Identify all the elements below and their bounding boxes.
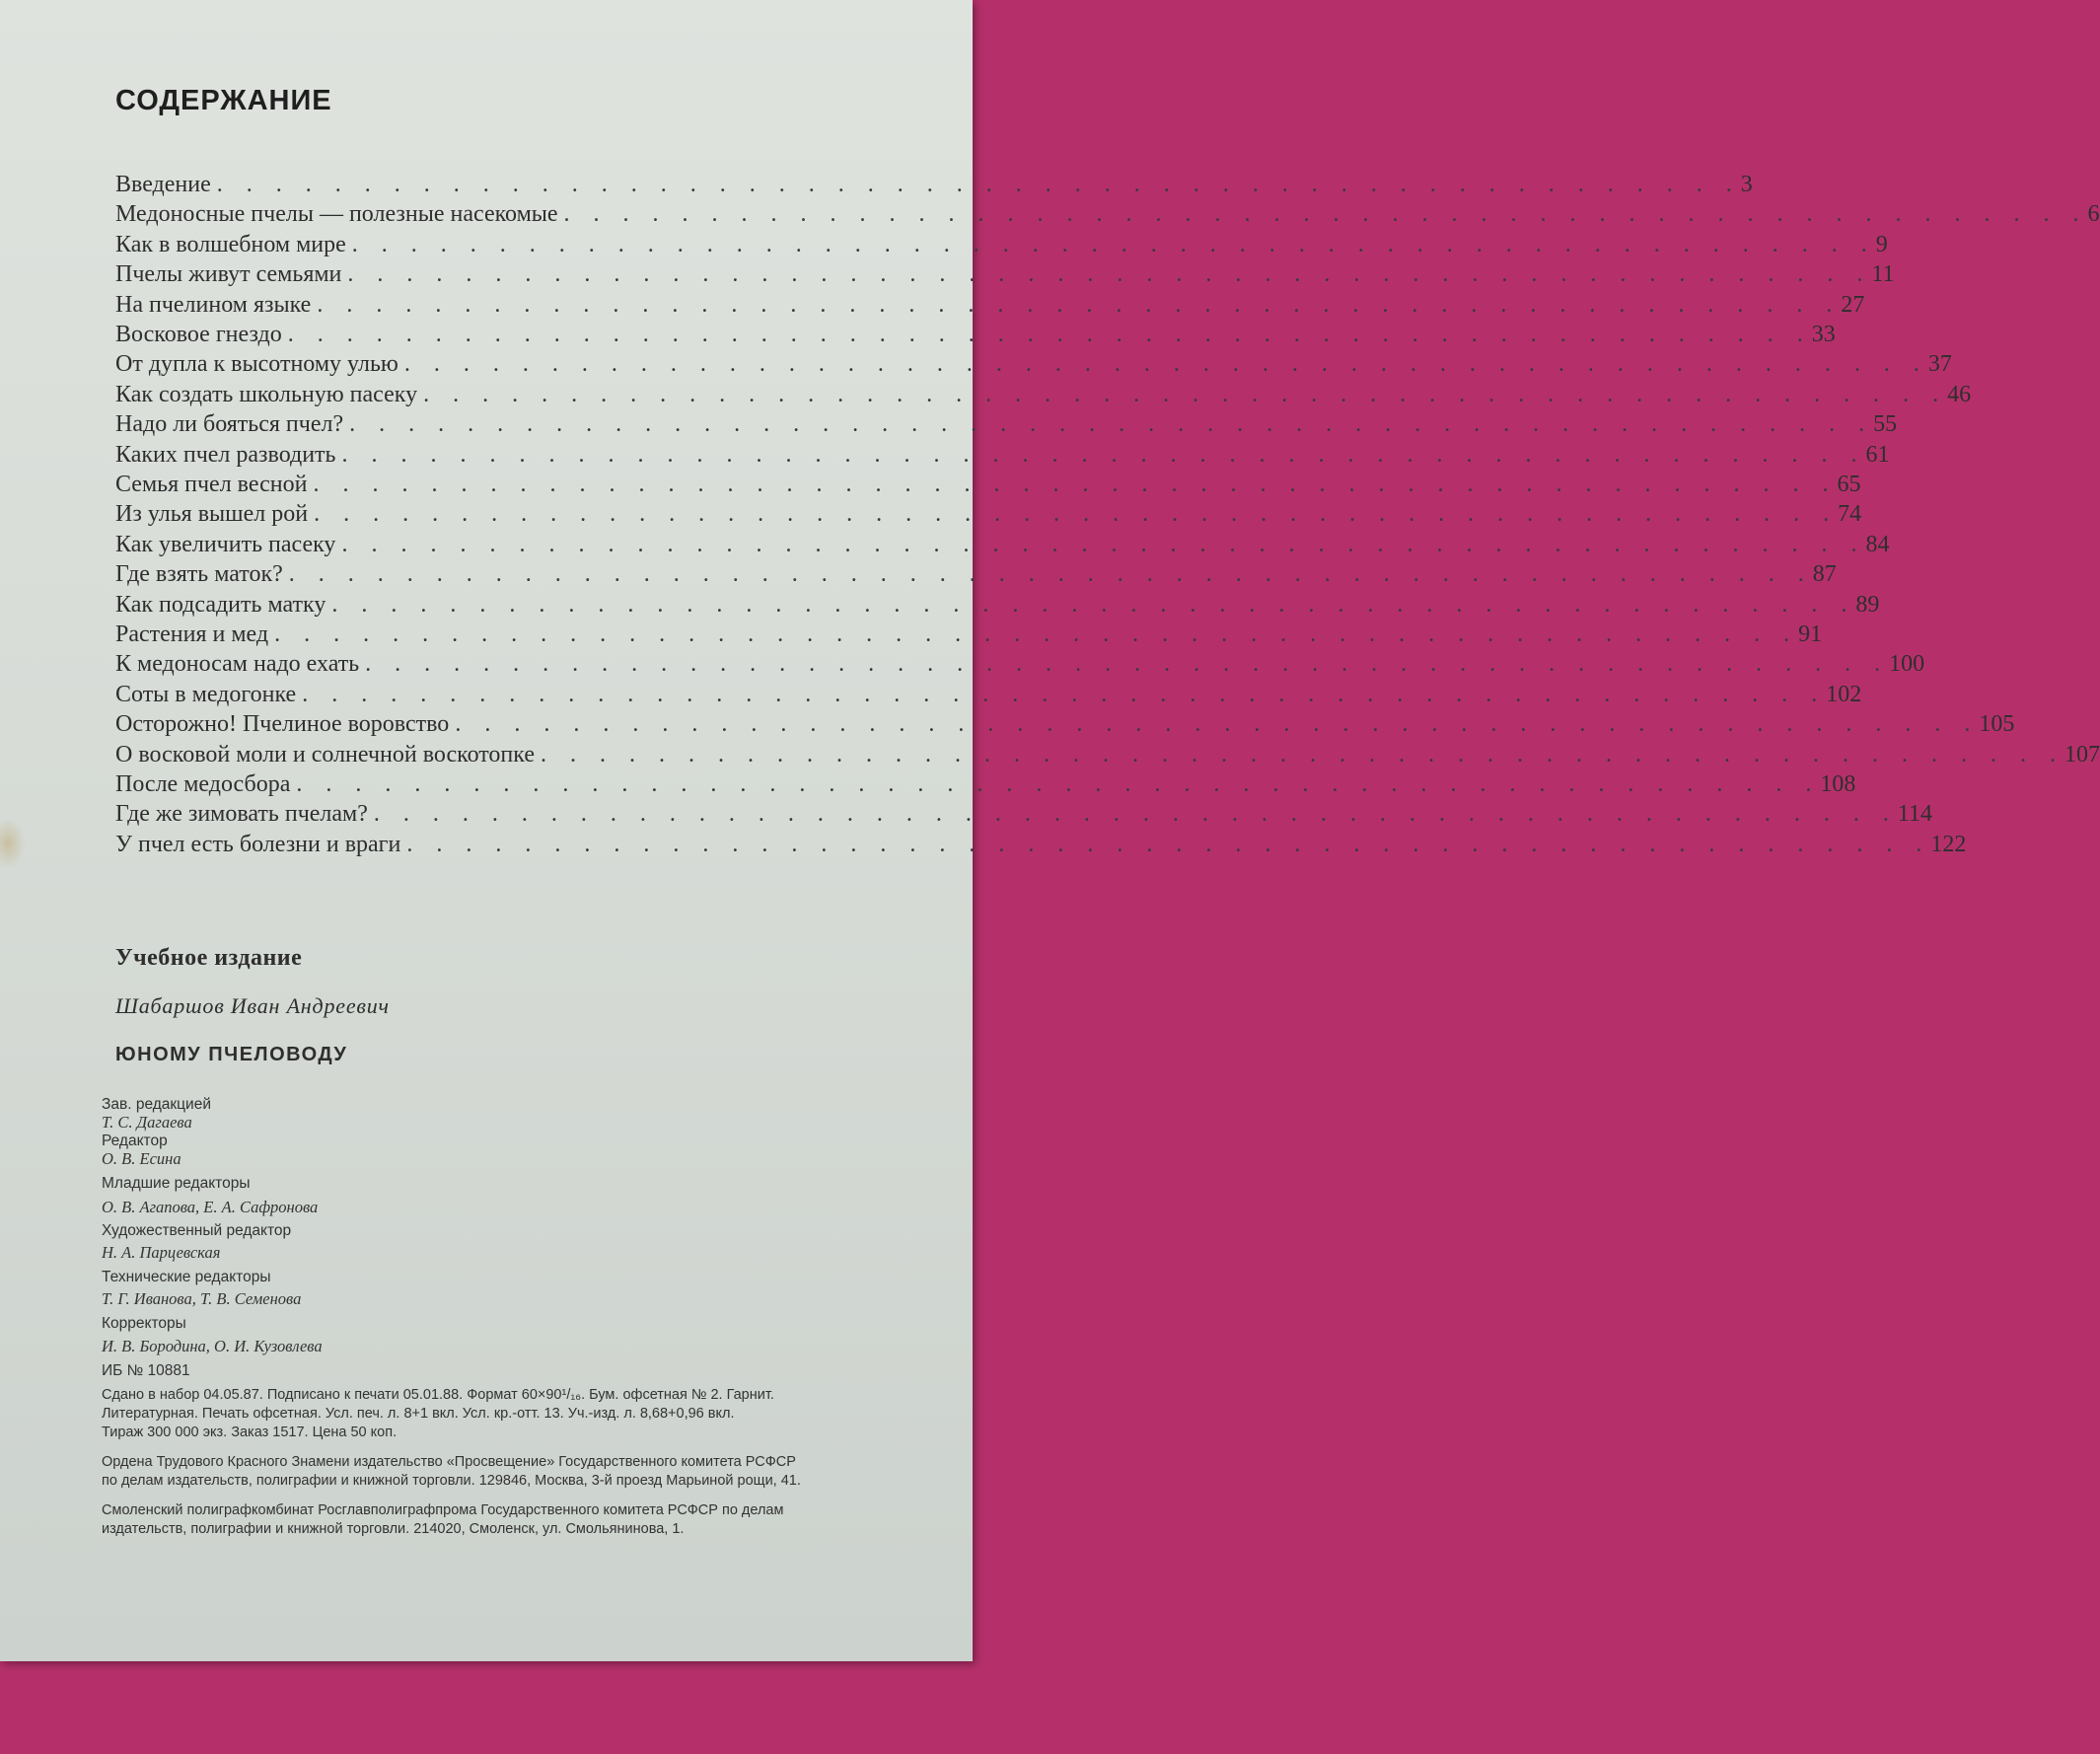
imprint-line-2: Литературная. Печать офсетная. Усл. печ. л. 8+1 вкл. Усл. кр.-отт. 13. Уч.-изд. л. 8,68+0,96 вкл.: [102, 1406, 735, 1422]
toc-leader-dots: . . . . . . . . . . . . . . . . . . . . . . . . . . . . . . . . . . . . . . . . . . . . . . . . . . . .: [341, 531, 1866, 557]
page-stain: [0, 819, 26, 868]
toc-entry: [115, 769, 1856, 799]
toc-entry-page: 122: [1930, 831, 1967, 857]
toc-entry: [115, 620, 1823, 649]
toc-entry-title: Как увеличить пасеку: [115, 531, 336, 557]
toc-entry-page: 27: [1841, 291, 1865, 318]
toc-entry: [115, 799, 1932, 829]
toc-entry-title: Соты в медогонке: [115, 681, 297, 707]
toc-entry: [115, 409, 1898, 439]
imprint-line-1: Сдано в набор 04.05.87. Подписано к печати 05.01.88. Формат 60×90¹/₁₆. Бум. офсетная № 2. Гарнит.: [102, 1387, 774, 1403]
author-name: Шабаршов Иван Андреевич: [115, 993, 390, 1018]
toc-entry-page: 3: [1740, 172, 1753, 197]
toc-entry: [115, 290, 1865, 320]
edition-type: Учебное издание: [115, 945, 303, 971]
toc-entry-title: Растения и мед: [115, 621, 269, 647]
toc-entry: [115, 349, 1952, 379]
toc-entry: [115, 199, 2100, 229]
printer-line-1: Смоленский полиграфкомбинат Росглавполиграфпрома Государственного комитета РСФСР по делам: [102, 1502, 784, 1518]
toc-entry-title: Медоносные пчелы — полезные насекомые: [115, 201, 558, 228]
toc-leader-dots: . . . . . . . . . . . . . . . . . . . . . . . . . . . . . . . . . . . . . . . . . . . . . . . . . . . .: [287, 322, 1812, 347]
chief-editor-name: Т. С. Дагаева: [102, 1113, 192, 1132]
tech-editors-names: Т. Г. Иванова, Т. В. Семенова: [102, 1289, 302, 1308]
toc-entry-page: 11: [1871, 261, 1895, 288]
toc-leader-dots: . . . . . . . . . . . . . . . . . . . . . . . . . . . . . . . . . . . . . . . . . . . . . . . . . . . .: [347, 261, 1872, 288]
toc-entry-title: Где же зимовать пчелам?: [115, 801, 368, 828]
toc-leader-dots: . . . . . . . . . . . . . . . . . . . . . . . . . . . . . . . . . . . . . . . . . . . . . . . . . . . .: [302, 681, 1827, 707]
toc-entry-page: 65: [1837, 472, 1861, 497]
contents-heading: СОДЕРЖАНИЕ: [115, 85, 332, 116]
toc-entry-title: Как в волшебном мире: [115, 231, 346, 257]
toc-entry: [115, 680, 1862, 709]
toc-entry-title: Где взять маток?: [115, 561, 283, 588]
toc-entry-page: 107: [2064, 741, 2100, 767]
toc-entry-title: Семья пчел весной: [115, 472, 308, 497]
toc-leader-dots: . . . . . . . . . . . . . . . . . . . . . . . . . . . . . . . . . . . . . . . . . . . . . . . . . . . .: [403, 351, 1928, 378]
toc-leader-dots: . . . . . . . . . . . . . . . . . . . . . . . . . . . . . . . . . . . . . . . . . . . . . . . . . . . .: [406, 831, 1931, 857]
toc-leader-dots: . . . . . . . . . . . . . . . . . . . . . . . . . . . . . . . . . . . . . . . . . . . . . . . . . . . .: [274, 621, 1799, 647]
toc-leader-dots: . . . . . . . . . . . . . . . . . . . . . . . . . . . . . . . . . . . . . . . . . . . . . . . . . . . .: [540, 741, 2064, 767]
junior-editors-names: О. В. Агапова, Е. А. Сафронова: [102, 1198, 319, 1216]
toc-entry-title: Надо ли бояться пчел?: [115, 411, 344, 438]
printer-line-2: издательств, полиграфии и книжной торговли. 214020, Смоленск, ул. Смольянинова, 1.: [102, 1521, 685, 1537]
toc-entry-page: 102: [1826, 681, 1862, 707]
toc-entry-page: 6: [2087, 201, 2100, 228]
toc-entry-page: 33: [1811, 322, 1836, 347]
imprint-line-3: Тираж 300 000 экз. Заказ 1517. Цена 50 коп.: [102, 1425, 398, 1440]
toc-entry: [115, 649, 1925, 679]
toc-leader-dots: . . . . . . . . . . . . . . . . . . . . . . . . . . . . . . . . . . . . . . . . . . . . . . . . . . . .: [351, 231, 1876, 257]
toc-leader-dots: . . . . . . . . . . . . . . . . . . . . . . . . . . . . . . . . . . . . . . . . . . . . . . . . . . . .: [288, 561, 1813, 588]
toc-entry-title: Пчелы живут семьями: [115, 261, 342, 288]
toc-entry-page: 61: [1865, 441, 1890, 468]
editor-name: О. В. Есина: [102, 1149, 181, 1168]
toc-entry-title: Из улья вышел рой: [115, 501, 309, 528]
toc-leader-dots: . . . . . . . . . . . . . . . . . . . . . . . . . . . . . . . . . . . . . . . . . . . . . . . . . . . .: [563, 201, 2088, 228]
toc-leader-dots: . . . . . . . . . . . . . . . . . . . . . . . . . . . . . . . . . . . . . . . . . . . . . . . . . . . .: [423, 381, 1948, 407]
toc-entry-title: У пчел есть болезни и враги: [115, 831, 401, 857]
toc-entry-page: 105: [1979, 711, 2015, 738]
toc-leader-dots: . . . . . . . . . . . . . . . . . . . . . . . . . . . . . . . . . . . . . . . . . . . . . . . . . . . .: [331, 591, 1856, 618]
toc-entry-title: Каких пчел разводить: [115, 441, 336, 468]
toc-entry-title: Как подсадить матку: [115, 591, 326, 618]
toc-entry: [115, 320, 1836, 349]
toc-leader-dots: . . . . . . . . . . . . . . . . . . . . . . . . . . . . . . . . . . . . . . . . . . . . . . . . . . . .: [341, 441, 1866, 468]
toc-entry-title: К медоносам надо ехать: [115, 651, 360, 678]
toc-entry-page: 84: [1865, 531, 1890, 557]
toc-entry-page: 46: [1947, 381, 1972, 407]
toc-entry: [115, 530, 1890, 559]
toc-entry: [115, 259, 1895, 289]
publisher-line-2: по делам издательств, полиграфии и книжной торговли. 129846, Москва, 3-й проезд Марьиной рощи, 41.: [102, 1473, 801, 1489]
toc-entry-page: 74: [1838, 501, 1862, 528]
toc-entry-page: 9: [1875, 231, 1888, 257]
toc-entry-page: 100: [1889, 651, 1925, 678]
toc-entry: [115, 440, 1890, 470]
tech-editors-label: Технические редакторы: [102, 1269, 271, 1285]
editor-label: Редактор: [102, 1133, 168, 1149]
chief-editor-label: Зав. редакцией: [102, 1096, 211, 1113]
toc-leader-dots: . . . . . . . . . . . . . . . . . . . . . . . . . . . . . . . . . . . . . . . . . . . . . . . . . . . .: [313, 472, 1838, 497]
toc-entry-page: 89: [1855, 591, 1880, 618]
toc-entry-title: Введение: [115, 172, 211, 197]
art-editor-label: Художественный редактор: [102, 1222, 292, 1239]
junior-editors-label: Младшие редакторы: [102, 1175, 251, 1192]
toc-leader-dots: . . . . . . . . . . . . . . . . . . . . . . . . . . . . . . . . . . . . . . . . . . . . . . . . . . . .: [314, 501, 1839, 528]
ib-number: ИБ № 10881: [102, 1362, 190, 1379]
toc-entry-title: Осторожно! Пчелиное воровство: [115, 711, 450, 738]
toc-leader-dots: . . . . . . . . . . . . . . . . . . . . . . . . . . . . . . . . . . . . . . . . . . . . . . . . . . . .: [317, 291, 1842, 318]
toc-leader-dots: . . . . . . . . . . . . . . . . . . . . . . . . . . . . . . . . . . . . . . . . . . . . . . . . . . . .: [216, 172, 1741, 197]
publisher-line-1: Ордена Трудового Красного Знамени издательство «Просвещение» Государственного комитета РСФСР: [102, 1454, 796, 1470]
toc-entry: [115, 559, 1837, 589]
toc-leader-dots: . . . . . . . . . . . . . . . . . . . . . . . . . . . . . . . . . . . . . . . . . . . . . . . . . . . .: [455, 711, 1980, 738]
proofreaders-label: Корректоры: [102, 1315, 186, 1332]
toc-entry-title: О восковой моли и солнечной воскотопке: [115, 741, 535, 767]
toc-entry: [115, 470, 1861, 499]
toc-leader-dots: . . . . . . . . . . . . . . . . . . . . . . . . . . . . . . . . . . . . . . . . . . . . . . . . . . . .: [296, 771, 1821, 797]
book-title: ЮНОМУ ПЧЕЛОВОДУ: [115, 1044, 348, 1065]
toc-entry: [115, 740, 2100, 769]
toc-entry: [115, 380, 1972, 409]
toc-entry: [115, 170, 1753, 199]
toc-leader-dots: . . . . . . . . . . . . . . . . . . . . . . . . . . . . . . . . . . . . . . . . . . . . . . . . . . . .: [365, 651, 1890, 678]
proofreaders-names: И. В. Бородина, О. И. Кузовлева: [102, 1337, 323, 1355]
art-editor-name: Н. А. Парцевская: [102, 1243, 221, 1262]
toc-entry: [115, 499, 1862, 529]
toc-leader-dots: . . . . . . . . . . . . . . . . . . . . . . . . . . . . . . . . . . . . . . . . . . . . . . . . . . . .: [373, 801, 1898, 828]
toc-entry-page: 91: [1798, 621, 1823, 647]
toc-entry-title: После медосбора: [115, 771, 291, 797]
toc-entry-page: 108: [1820, 771, 1856, 797]
toc-entry-page: 37: [1927, 351, 1952, 378]
toc-entry: [115, 590, 1880, 620]
toc-entry-title: Восковое гнездо: [115, 322, 282, 347]
toc-entry-title: Как создать школьную пасеку: [115, 381, 418, 407]
toc-entry: [115, 230, 1888, 259]
toc-leader-dots: . . . . . . . . . . . . . . . . . . . . . . . . . . . . . . . . . . . . . . . . . . . . . . . . . . . .: [349, 411, 1874, 438]
toc-entry-title: На пчелином языке: [115, 291, 312, 318]
toc-entry-page: 87: [1812, 561, 1837, 588]
toc-entry: [115, 709, 2015, 739]
toc-entry-title: От дупла к высотному улью: [115, 351, 398, 378]
toc-entry-page: 114: [1897, 801, 1932, 828]
toc-entry: [115, 830, 1967, 859]
toc-entry-page: 55: [1873, 411, 1898, 438]
